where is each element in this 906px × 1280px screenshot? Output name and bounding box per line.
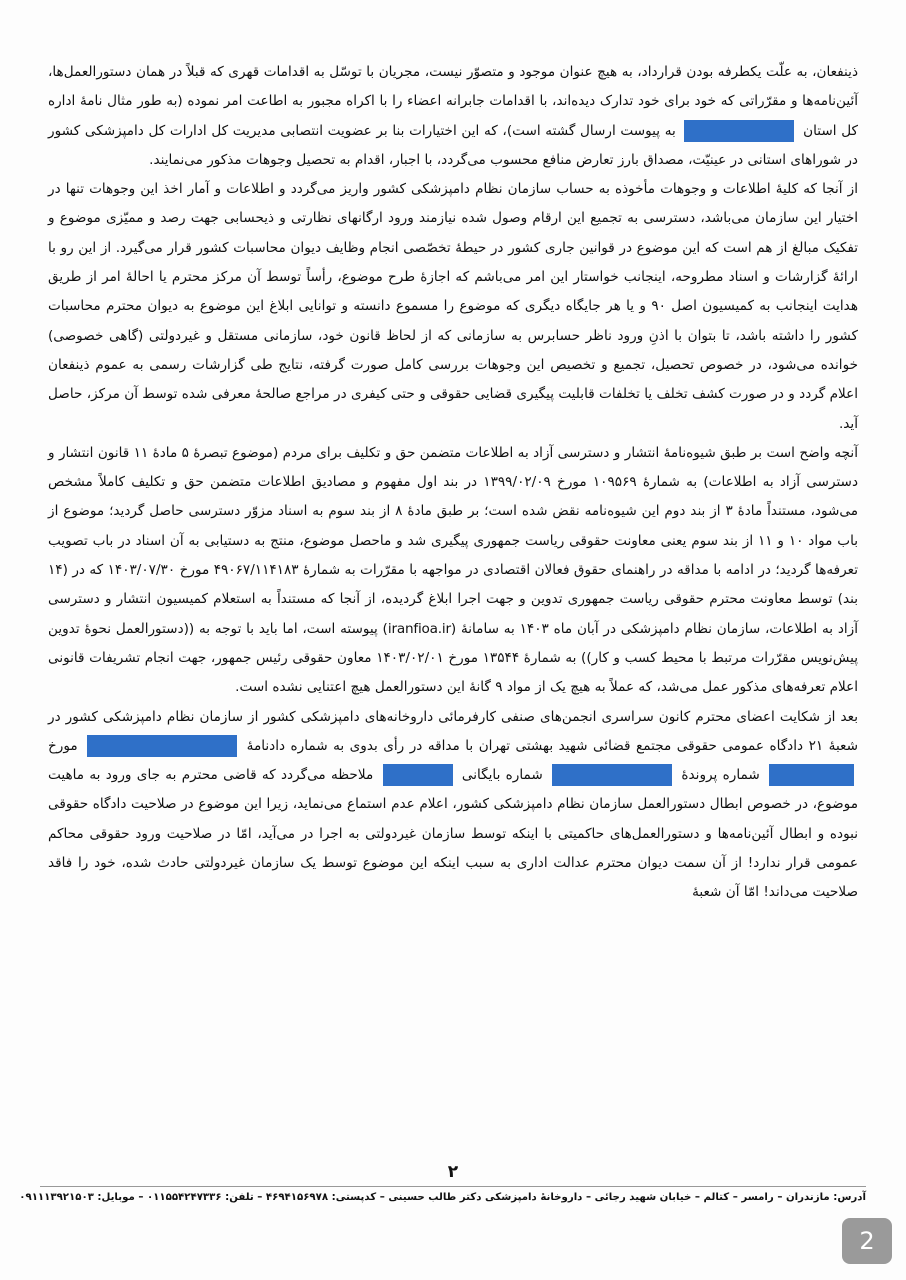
paragraph-regulations: آنچه واضح است بر طبق شیوه‌نامهٔ انتشار و دسترسی آزاد به اطلاعات متضمن حق و تکلیف برای مردم (موضوع تبصرهٔ ۵ مادهٔ ۱۱ قانون انتشار و دسترسی آزاد به اطلاعات) به شمارهٔ ۱۰۹۵۶۹ مورخ ۱۳۹۹/۰۲/۰۹ در بند اول مفهوم و مصادیق اطلاعات متضمن حق و تکلیف کاملاً مشخص می‌شود، مستنداً مادهٔ ۳ از بند دوم این شیوه‌نامه نقض شده است؛ بر طبق مادهٔ ۸ از بند سوم به اسناد مزوّر دسترسی حاصل گردید؛ موضوع از باب مواد ۱۰ و ۱۱ از بند سوم یعنی معاونت حقوقی ریاست جمهوری پیگیری شد و ماحصل موضوع، منتج به دستیابی به آن اسناد در باب تصویب تعرفه‌ها گردید؛ در ادامه با مداقه در راهنمای حقوق فعالان اقتصادی در مواجهه با مقرّرات به شمارهٔ ۴۹۰۶۷/۱۱۴۱۸۳ مورخ ۱۴۰۳/۰۷/۳۰ که در (۱۴ بند) توسط معاونت محترم حقوقی ریاست جمهوری تدوین و جهت اجرا ابلاغ گردیده، از آنجا که مستنداً به استعلام کمیسیون انتشار و دسترسی آزاد به اطلاعات، سازمان نظام دامپزشکی در آبان ماه ۱۴۰۳ به سامانهٔ (iranfioa.ir) پیوسته است، اما باید با توجه به ((دستورالعمل نحوهٔ تدوین پیش‌نویس مقرّرات مرتبط با محیط کسب و کار)) به شمارهٔ ۱۳۵۴۴ مورخ ۱۴۰۳/۰۲/۰۱ معاون حقوقی رئیس جمهور، جهت انجام تشریفات قانونی اعلام تعرفه‌های مذکور عمل می‌شد، که عملاً به هیچ یک از مواد ۹ گانهٔ این دستورالعمل هیچ اعتنایی نشده است. xyxy=(48,444,859,696)
redaction-case-number xyxy=(552,764,672,786)
page-number: ۲ xyxy=(447,1162,459,1182)
paragraph-court-ruling xyxy=(48,703,858,908)
document-body xyxy=(48,58,858,908)
redaction-archive-number xyxy=(383,764,453,786)
paragraph-audit-request: از آنجا که کلیهٔ اطلاعات و وجوهات مأخوذه به حساب سازمان نظام دامپزشکی کشور واریز می‌گردد و اطلاعات و آمار اخذ این وجوهات تنها در اختیار این سازمان می‌باشد، دسترسی به تجمیع این ارقام وصول شده نیازمند ورود ارگانهای نظارتی و ذیحسابی جهت رصد و ممیّزی موضوع و تفکیک مبالغ از هم است که این موضوع در قوانین جاری کشور در حیطهٔ تخصّصی انجام وظایف دیوان محاسبات کشور قرار می‌گیرد. از این رو با ارائهٔ گزارشات و اسناد مطروحه، اینجانب خواستار این امر می‌باشم که اجازهٔ طرح موضوع، رأساً توسط آن مرکز محترم یا احالهٔ امر از طریق هدایت اینجانب به کمیسیون اصل ۹۰ و یا هر جایگاه دیگری که موضوع را مسموع دانسته و توانایی ابلاغ این موضوع به دیوان محترم محاسبات کشور را داشته باشد، تا بتوان با اذنِ ورود ناظر حسابرس به سازمانی که از لحاظ قانون خود، سازمانی مستقل و غیردولتی (گاهی خصوصی) خوانده می‌شود، در خصوص تحصیل، تجمیع و تخصیص این وجوهات بررسی کامل صورت گرفته، نتایج طی گزارشات رسمی به عموم ذینفعان اعلام گردد و در صورت کشف تخلف یا تخلفات قابلیت پیگیری قضایی حقوقی و حتی کیفری در مراجع صالحهٔ معرفی شده توسط آن مرکز، حاصل آید. xyxy=(48,181,858,432)
footer-divider xyxy=(40,1186,866,1187)
redaction-verdict-number xyxy=(87,735,237,757)
paragraph-2-text: به پیوست ارسال گشته است)، که این اختیارات بنا بر عضویت انتصابی مدیریت کل ادارات کل دامپزشکی کشور در شوراهای استانی در عینیّت، مصداق بارز تعارض منافع محسوب می‌گردد، با اجبار، اقدام به تحصیل وجوهات مذکور می‌نمایند. xyxy=(48,122,858,168)
date-label: مورخ xyxy=(48,737,78,754)
redaction-date xyxy=(769,764,854,786)
page-indicator-badge[interactable]: 2 xyxy=(842,1218,892,1264)
paragraph-1-text: ذینفعان، به علّت یکطرفه بودن قرارداد، به هیچ عنوان موجود و متصوّر نیست، مجریان با توسّل به اقدامات قهری که قبلاً در همان دستورالعمل‌ها، آئین‌نامه‌ها و مقرّراتی که خود برای خود تدارک دیده‌اند، با اقدامات جابرانه اعضاء را با اکراه مجبور به اطاعت امر نموده (به طور مثال نامهٔ اداره کل استان xyxy=(48,64,859,139)
case-number-label: شماره پروندهٔ xyxy=(681,767,760,784)
paragraph-intro xyxy=(48,58,858,175)
court-ruling-text: ملاحظه می‌گردد که قاضی محترم به جای ورود به ماهیت موضوع، در خصوص ابطال دستورالعمل سازمان نظام دامپزشکی کشور، اعلام عدم استماع می‌نماید، زیرا این موضوع در صلاحیت دادگاه حقوقی نبوده و ابطال آئین‌نامه‌ها و دستورالعمل‌های حاکمیتی با اینکه توسط سازمان غیردولتی به اجرا در می‌آید، امّا در صلاحیت ورود حقوقی محاکم عمومی قرار ندارد! از آن سمت دیوان محترم عدالت اداری به سبب اینکه این موضوع توسط یک سازمان غیردولتی حادث شده، خود را فاقد صلاحیت می‌داند! امّا آن شعبهٔ xyxy=(48,767,858,901)
redaction-block xyxy=(684,120,794,142)
archive-number-label: شماره بایگانی xyxy=(461,767,543,784)
footer-address: آدرس: مازندران – رامسر – کتالم – خیابان شهید رجائی – داروخانهٔ دامپزشکی دکتر طالب حسینی – کدپستی: ۴۶۹۴۱۵۶۹۷۸ – تلفن: ۰۱۱۵۵۴۲۴۷۳۳۶ – موبایل: ۰۹۱۱۱۳۹۲۱۵۰۳ xyxy=(19,1192,866,1203)
court-intro-text: بعد از شکایت اعضای محترم کانون سراسری انجمن‌های صنفی کارفرمائی داروخانه‌های دامپزشکی کشور از سازمان نظام دامپزشکی کشور در شعبهٔ ۲۱ دادگاه عمومی حقوقی مجتمع قضائی شهید بهشتی تهران با مداقه در رأی بدوی به شماره دادنامهٔ xyxy=(48,708,858,754)
